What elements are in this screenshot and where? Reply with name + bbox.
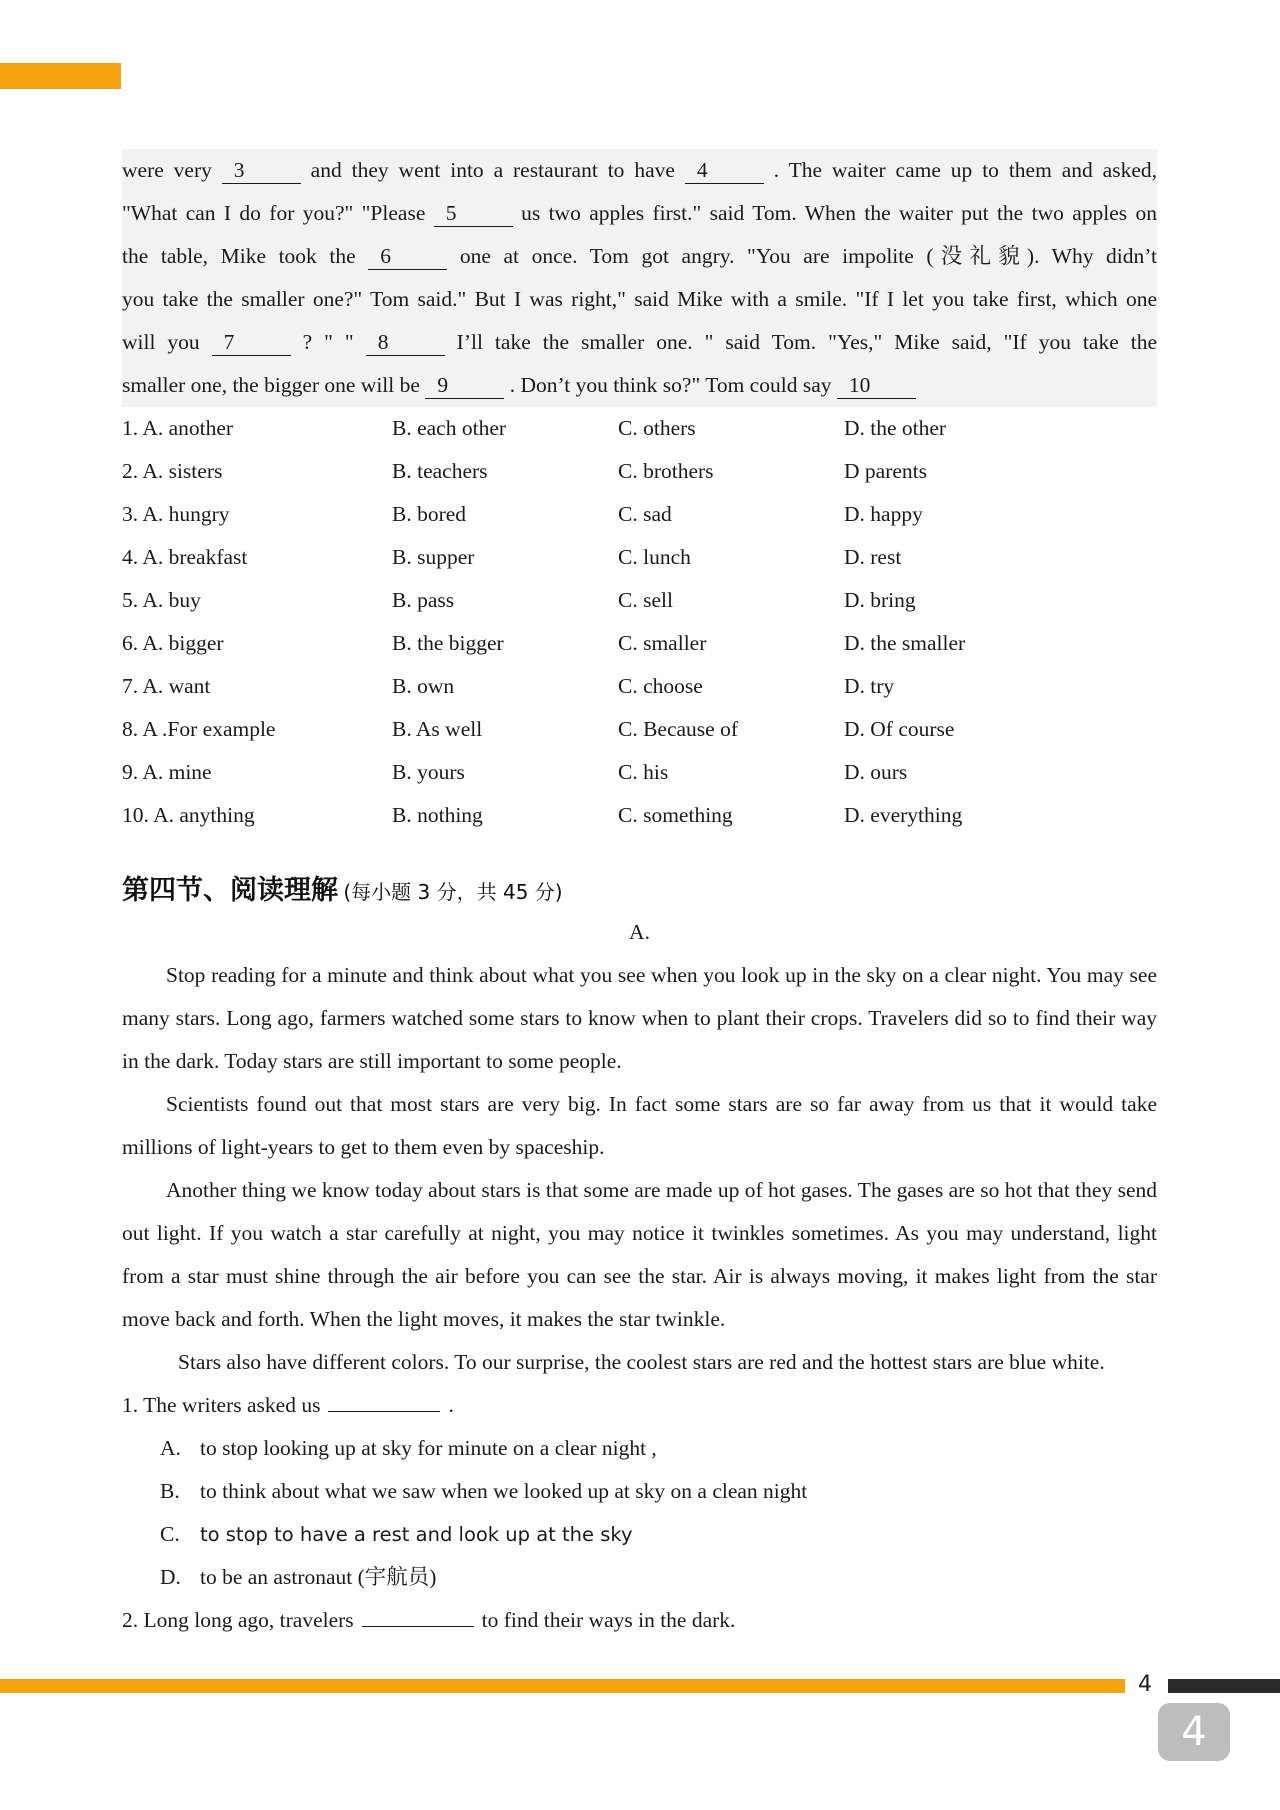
option-c: C. others (618, 416, 696, 440)
option-d: D parents (844, 459, 927, 483)
cloze-options (122, 407, 1157, 837)
reading-paragraph-2: Scientists found out that most stars are very big. In fact some stars are so far away from us that it would take millions of light-years to get to them even by spaceship. (122, 1092, 1157, 1159)
question-1-option-b (122, 1470, 1157, 1513)
question-1-option-a (122, 1427, 1157, 1470)
passage-line-6 (122, 364, 1157, 407)
option-row (122, 579, 1157, 622)
blank-10: 10 (837, 372, 916, 399)
passage-text: . Don’t you think so?" Tom could say (504, 373, 837, 397)
option-row (122, 450, 1157, 493)
option-d: D. try (844, 674, 895, 698)
passage-text: us two apples first." said Tom. When the waiter put the two apples on (512, 201, 1157, 225)
option-c: C. something (618, 803, 733, 827)
option-b: B. each other (392, 416, 507, 440)
page-badge: 4 (1158, 1703, 1230, 1761)
option-row (122, 665, 1157, 708)
passage-text: . The waiter came up to them and asked, (763, 158, 1157, 182)
option-a: 6. A. bigger (122, 631, 224, 655)
option-b: B. the bigger (392, 631, 504, 655)
question-stem: 2. Long long ago, travelers (122, 1608, 354, 1632)
blank-9: 9 (425, 372, 504, 399)
question-end: to find their ways in the dark. (481, 1608, 736, 1632)
option-d: D. the smaller (844, 631, 966, 655)
option-d: D. the other (844, 416, 947, 440)
option-b: B. supper (392, 545, 475, 569)
blank-7: 7 (212, 329, 291, 356)
option-row (122, 536, 1157, 579)
question-1-option-d (122, 1556, 1157, 1599)
option-a: 2. A. sisters (122, 459, 223, 483)
passage-line-3 (122, 235, 1157, 278)
option-d: D. rest (844, 545, 902, 569)
option-c: C. sell (618, 588, 673, 612)
option-letter: B. (160, 1479, 180, 1503)
option-b: B. own (392, 674, 455, 698)
blank-8: 8 (366, 329, 445, 356)
passage-text: smaller one, the bigger one will be (122, 373, 426, 397)
question-end: . (448, 1393, 454, 1417)
cloze-passage (122, 149, 1157, 407)
passage-line-1 (122, 149, 1157, 192)
passage-text: you take the smaller one?" Tom said." But I was right," said Mike with a smile. "If I let you take first, which one (122, 287, 1157, 311)
option-c: C. Because of (618, 717, 739, 741)
blank-6: 6 (368, 243, 447, 270)
page-content (122, 149, 1157, 1642)
blank-4: 4 (685, 157, 764, 184)
top-accent-bar (0, 63, 121, 89)
reading-paragraph-1: Stop reading for a minute and think about what you see when you look up in the sky on a clear night. You may see many stars. Long ago, farmers watched some stars to know when to plant their crops. Travelers did so to find their way in the dark. Today stars are still important to some people. (122, 963, 1157, 1073)
option-a: 3. A. hungry (122, 502, 230, 526)
option-d: D. bring (844, 588, 916, 612)
passage-text: and they went into a restaurant to have (300, 158, 685, 182)
option-c: C. lunch (618, 545, 691, 569)
option-a: 4. A. breakfast (122, 545, 248, 569)
option-text: to stop to have a rest and look up at the sky (200, 1523, 633, 1546)
passage-text: were very (122, 158, 222, 182)
passage-text: one at once. Tom got angry. "You are impolite (没礼貌). Why didn’t (447, 244, 1158, 268)
option-b: B. teachers (392, 459, 488, 483)
passage-text: will you (122, 330, 212, 354)
option-c: C. his (618, 760, 669, 784)
section-score-note: (每小题 3 分，共 45 分) (343, 880, 563, 904)
passage-text: "What can I do for you?" "Please (122, 201, 434, 225)
option-a: 10. A. anything (122, 803, 255, 827)
option-text: to be an astronaut (宇航员) (200, 1565, 437, 1589)
reading-paragraph-4: Stars also have different colors. To our surprise, the coolest stars are red and the hottest stars are blue white. (178, 1350, 1105, 1374)
option-c: C. choose (618, 674, 703, 698)
option-d: D. happy (844, 502, 923, 526)
passage-text: the table, Mike took the (122, 244, 369, 268)
option-a: 7. A. want (122, 674, 211, 698)
passage-text: ? " " (290, 330, 366, 354)
option-row (122, 708, 1157, 751)
option-letter: C. (160, 1522, 180, 1546)
option-a: 5. A. buy (122, 588, 201, 612)
bottom-accent-bar (0, 1679, 1125, 1693)
option-d: D. everything (844, 803, 963, 827)
answer-blank (362, 1604, 474, 1627)
option-row (122, 493, 1157, 536)
option-c: C. smaller (618, 631, 707, 655)
question-1-option-c (122, 1513, 1157, 1556)
option-b: B. bored (392, 502, 467, 526)
bottom-dark-bar (1168, 1679, 1280, 1693)
passage-line-4 (122, 278, 1157, 321)
option-b: B. pass (392, 588, 455, 612)
question-2 (122, 1599, 1157, 1642)
option-b: B. As well (392, 717, 483, 741)
page-number: 4 (1138, 1672, 1152, 1697)
option-row (122, 794, 1157, 837)
option-c: C. brothers (618, 459, 714, 483)
passage-label: A. (629, 920, 650, 944)
option-text: to think about what we saw when we looked up at sky on a clean night (200, 1479, 808, 1503)
passage-line-5 (122, 321, 1157, 364)
option-c: C. sad (618, 502, 672, 526)
section-title: 第四节、阅读理解 (122, 875, 338, 906)
option-row (122, 407, 1157, 450)
section-heading (122, 871, 1157, 911)
question-1 (122, 1384, 1157, 1427)
answer-blank (328, 1389, 440, 1412)
option-letter: A. (160, 1436, 181, 1460)
option-a: 1. A. another (122, 416, 234, 440)
option-d: D. ours (844, 760, 908, 784)
option-a: 8. A .For example (122, 717, 276, 741)
option-text: to stop looking up at sky for minute on a clear night , (200, 1436, 657, 1460)
question-stem: 1. The writers asked us (122, 1393, 321, 1417)
passage-line-2 (122, 192, 1157, 235)
option-b: B. nothing (392, 803, 483, 827)
passage-text: I’ll take the smaller one. " said Tom. "Yes," Mike said, "If you take the (444, 330, 1157, 354)
blank-3: 3 (222, 157, 301, 184)
option-row (122, 622, 1157, 665)
blank-5: 5 (434, 200, 513, 227)
option-d: D. Of course (844, 717, 955, 741)
option-letter: D. (160, 1565, 181, 1589)
option-a: 9. A. mine (122, 760, 212, 784)
option-row (122, 751, 1157, 794)
reading-paragraph-3: Another thing we know today about stars is that some are made up of hot gases. The gases are so hot that they send out light. If you watch a star carefully at night, you may notice it twinkles sometimes. As you may understand, light from a star must shine through the air before you can see the star. Air is always moving, it makes light from the star move back and forth. When the light moves, it makes the star twinkle. (122, 1178, 1157, 1331)
option-b: B. yours (392, 760, 465, 784)
